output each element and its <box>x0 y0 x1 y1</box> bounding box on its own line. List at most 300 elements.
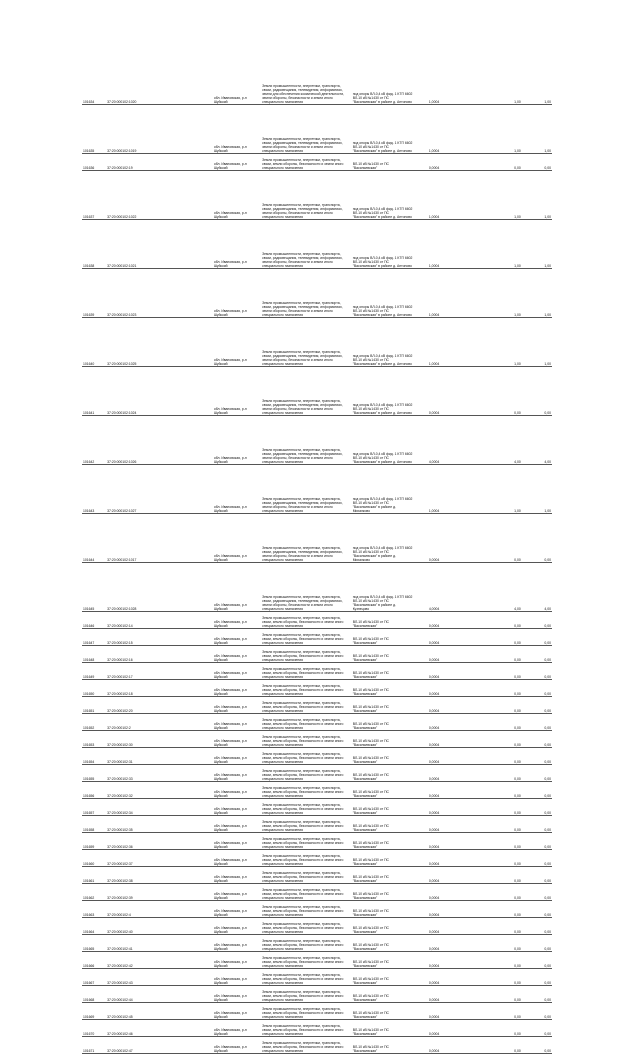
row-id-cell: 101645 <box>82 563 106 612</box>
value-two-cell: 0,00 <box>459 969 521 986</box>
purpose-cell: ВЛ-10 кВ №1430 от ПС "Васильевская" <box>352 629 414 646</box>
area-value-cell: 0,0004 <box>414 884 440 901</box>
unit-cell <box>440 697 459 714</box>
row-id-cell: 101658 <box>82 816 106 833</box>
table-row <box>82 563 552 612</box>
row-id-cell: 101634 <box>82 56 106 105</box>
area-value-cell: 0,0004 <box>414 952 440 969</box>
land-category-cell: Земли промышленности, энергетики, транспорта, связи, земли обороны, безопасности и земли иного специального назначения <box>261 816 352 833</box>
land-category-cell: Земли промышленности, энергетики, транспорта, связи, земли обороны, безопасности и земли иного специального назначения <box>261 935 352 952</box>
area-value-cell: 0,0004 <box>414 714 440 731</box>
location-cell: обл. Ивановская, р-н Шуйский <box>213 416 261 465</box>
location-cell: обл. Ивановская, р-н Шуйский <box>213 680 261 697</box>
cadastral-number-cell: 37:20:000102:1017 <box>106 514 213 563</box>
location-cell: обл. Ивановская, р-н Шуйский <box>213 850 261 867</box>
unit-cell <box>440 986 459 1003</box>
land-category-cell: Земли промышленности, энергетики, транспорта, связи, радиовещания, телевидения, информатики, земли для обеспечения космической деятельности, земли обороны, безопасности и земли иного специального назначения <box>261 56 352 105</box>
location-cell: обл. Ивановская, р-н Шуйский <box>213 969 261 986</box>
land-category-cell: Земли промышленности, энергетики, транспорта, связи, земли обороны, безопасности и земли иного специального назначения <box>261 969 352 986</box>
table-row <box>82 1003 552 1020</box>
purpose-cell: под опоры ВЛ-0,4 кВ фид. 1 КТП 6602 ВЛ-10 кВ №1430 от ПС "Васильевская" в районе д. Антоново <box>352 105 414 154</box>
land-category-cell: Земли промышленности, энергетики, транспорта, связи, радиовещания, телевидения, информатики, земли обороны, безопасности и земли иного специального назначения <box>261 105 352 154</box>
land-category-cell: Земли промышленности, энергетики, транспорта, связи, земли обороны, безопасности и земли иного специального назначения <box>261 833 352 850</box>
land-category-cell: Земли промышленности, энергетики, транспорта, связи, радиовещания, телевидения, информатики, земли обороны, безопасности и земли иного специального назначения <box>261 563 352 612</box>
purpose-cell: ВЛ-10 кВ №1430 от ПС "Васильевская" <box>352 714 414 731</box>
area-value-cell: 0,0004 <box>414 680 440 697</box>
unit-cell <box>440 514 459 563</box>
value-two-cell: 1,00 <box>459 318 521 367</box>
value-three-cell: 0,00 <box>522 816 552 833</box>
location-cell: обл. Ивановская, р-н Шуйский <box>213 465 261 514</box>
purpose-cell: ВЛ-10 кВ №1430 от ПС "Васильевская" <box>352 952 414 969</box>
unit-cell <box>440 765 459 782</box>
row-id-cell: 101635 <box>82 105 106 154</box>
unit-cell <box>440 1037 459 1054</box>
land-category-cell: Земли промышленности, энергетики, транспорта, связи, земли обороны, безопасности и земли иного специального назначения <box>261 697 352 714</box>
row-id-cell: 101647 <box>82 629 106 646</box>
land-category-cell: Земли промышленности, энергетики, транспорта, связи, земли обороны, безопасности и земли иного специального назначения <box>261 918 352 935</box>
value-two-cell: 1,00 <box>459 465 521 514</box>
table-row <box>82 799 552 816</box>
value-three-cell: 0,00 <box>522 1037 552 1054</box>
purpose-cell: ВЛ-10 кВ №1430 от ПС "Васильевская" <box>352 697 414 714</box>
row-id-cell: 101663 <box>82 901 106 918</box>
value-three-cell: 1,00 <box>522 220 552 269</box>
purpose-cell: ВЛ-10 кВ №1430 от ПС "Васильевская" <box>352 663 414 680</box>
value-two-cell: 0,00 <box>459 901 521 918</box>
unit-cell <box>440 663 459 680</box>
land-plot-table-body <box>82 56 552 1054</box>
unit-cell <box>440 935 459 952</box>
land-category-cell: Земли промышленности, энергетики, транспорта, связи, радиовещания, телевидения, информатики, земли обороны, безопасности и земли иного специального назначения <box>261 416 352 465</box>
cadastral-number-cell: 37:20:000102:16 <box>106 646 213 663</box>
table-row <box>82 697 552 714</box>
unit-cell <box>440 680 459 697</box>
location-cell: обл. Ивановская, р-н Шуйский <box>213 663 261 680</box>
purpose-cell: под опоры ВЛ-0,4 кВ фид. 1 КТП 6602 ВЛ-10 кВ №1430 от ПС "Васильевская" в районе д. Антоново <box>352 56 414 105</box>
unit-cell <box>440 465 459 514</box>
purpose-cell: ВЛ-10 кВ №1430 от ПС "Васильевская" <box>352 901 414 918</box>
cadastral-number-cell: 37:20:000102:19 <box>106 154 213 171</box>
purpose-cell: ВЛ-10 кВ №1430 от ПС "Васильевская" <box>352 612 414 629</box>
cadastral-number-cell: 37:20:000102:1028 <box>106 563 213 612</box>
value-two-cell: 1,00 <box>459 220 521 269</box>
cadastral-number-cell: 37:20:000102:41 <box>106 935 213 952</box>
land-category-cell: Земли промышленности, энергетики, транспорта, связи, земли обороны, безопасности и земли иного специального назначения <box>261 612 352 629</box>
location-cell: обл. Ивановская, р-н Шуйский <box>213 765 261 782</box>
row-id-cell: 101652 <box>82 714 106 731</box>
purpose-cell: ВЛ-10 кВ №1430 от ПС "Васильевская" <box>352 969 414 986</box>
value-three-cell: 0,00 <box>522 680 552 697</box>
cadastral-number-cell: 37:20:000102:18 <box>106 680 213 697</box>
purpose-cell: ВЛ-10 кВ №1430 от ПС "Васильевская" <box>352 1020 414 1037</box>
location-cell: обл. Ивановская, р-н Шуйский <box>213 901 261 918</box>
area-value-cell: 0,0004 <box>414 901 440 918</box>
row-id-cell: 101636 <box>82 154 106 171</box>
area-value-cell: 0,0004 <box>414 663 440 680</box>
purpose-cell: ВЛ-10 кВ №1430 от ПС "Васильевская" <box>352 782 414 799</box>
value-three-cell: 0,00 <box>522 514 552 563</box>
row-id-cell: 101669 <box>82 1003 106 1020</box>
table-row <box>82 765 552 782</box>
value-two-cell: 4,00 <box>459 563 521 612</box>
table-row <box>82 748 552 765</box>
cadastral-number-cell: 37:20:000102:1027 <box>106 465 213 514</box>
land-category-cell: Земли промышленности, энергетики, транспорта, связи, радиовещания, телевидения, информатики, земли обороны, безопасности и земли иного специального назначения <box>261 269 352 318</box>
unit-cell <box>440 867 459 884</box>
row-id-cell: 101646 <box>82 612 106 629</box>
cadastral-number-cell: 37:20:000102:40 <box>106 918 213 935</box>
cadastral-number-cell: 37:20:000102:30 <box>106 731 213 748</box>
value-two-cell: 0,00 <box>459 765 521 782</box>
cadastral-number-cell: 37:20:000102:1022 <box>106 171 213 220</box>
cadastral-number-cell: 37:20:000102:47 <box>106 1037 213 1054</box>
cadastral-number-cell: 37:20:000102:1020 <box>106 56 213 105</box>
location-cell: обл. Ивановская, р-н Шуйский <box>213 154 261 171</box>
table-row <box>82 416 552 465</box>
table-row <box>82 867 552 884</box>
row-id-cell: 101661 <box>82 867 106 884</box>
value-three-cell: 0,00 <box>522 765 552 782</box>
value-two-cell: 0,00 <box>459 697 521 714</box>
location-cell: обл. Ивановская, р-н Шуйский <box>213 867 261 884</box>
purpose-cell: под опоры ВЛ-0,4 кВ фид. 1 КТП 6602 ВЛ-10 кВ №1430 от ПС "Васильевская" в районе д. Антоново <box>352 171 414 220</box>
table-row <box>82 220 552 269</box>
land-category-cell: Земли промышленности, энергетики, транспорта, связи, земли обороны, безопасности и земли иного специального назначения <box>261 748 352 765</box>
land-category-cell: Земли промышленности, энергетики, транспорта, связи, земли обороны, безопасности и земли иного специального назначения <box>261 901 352 918</box>
table-row <box>82 105 552 154</box>
cadastral-number-cell: 37:20:000102:36 <box>106 833 213 850</box>
unit-cell <box>440 918 459 935</box>
land-category-cell: Земли промышленности, энергетики, транспорта, связи, земли обороны, безопасности и земли иного специального назначения <box>261 680 352 697</box>
value-three-cell: 0,00 <box>522 1003 552 1020</box>
area-value-cell: 1,0004 <box>414 105 440 154</box>
land-category-cell: Земли промышленности, энергетики, транспорта, связи, радиовещания, телевидения, информатики, земли обороны, безопасности и земли иного специального назначения <box>261 318 352 367</box>
value-three-cell: 1,00 <box>522 465 552 514</box>
value-three-cell: 4,00 <box>522 563 552 612</box>
register-sheet <box>82 56 552 1054</box>
area-value-cell: 0,0004 <box>414 867 440 884</box>
purpose-cell: ВЛ-10 кВ №1430 от ПС "Васильевская" <box>352 833 414 850</box>
unit-cell <box>440 563 459 612</box>
purpose-cell: ВЛ-10 кВ №1430 от ПС "Васильевская" <box>352 816 414 833</box>
unit-cell <box>440 154 459 171</box>
purpose-cell: ВЛ-10 кВ №1430 от ПС "Васильевская" <box>352 1003 414 1020</box>
purpose-cell: ВЛ-10 кВ №1430 от ПС "Васильевская" <box>352 646 414 663</box>
location-cell: обл. Ивановская, р-н Шуйский <box>213 935 261 952</box>
area-value-cell: 0,0004 <box>414 1020 440 1037</box>
value-three-cell: 0,00 <box>522 782 552 799</box>
cadastral-number-cell: 37:20:000102:44 <box>106 986 213 1003</box>
value-two-cell: 0,00 <box>459 1037 521 1054</box>
table-row <box>82 629 552 646</box>
area-value-cell: 1,0004 <box>414 269 440 318</box>
row-id-cell: 101655 <box>82 765 106 782</box>
purpose-cell: ВЛ-10 кВ №1430 от ПС "Васильевская" <box>352 986 414 1003</box>
value-three-cell: 4,00 <box>522 416 552 465</box>
location-cell: обл. Ивановская, р-н Шуйский <box>213 748 261 765</box>
table-row <box>82 1020 552 1037</box>
purpose-cell: ВЛ-10 кВ №1430 от ПС "Васильевская" <box>352 850 414 867</box>
location-cell: обл. Ивановская, р-н Шуйский <box>213 884 261 901</box>
table-row <box>82 612 552 629</box>
cadastral-number-cell: 37:20:000102:46 <box>106 1020 213 1037</box>
table-row <box>82 714 552 731</box>
row-id-cell: 101659 <box>82 833 106 850</box>
area-value-cell: 0,0004 <box>414 154 440 171</box>
area-value-cell: 4,0004 <box>414 416 440 465</box>
area-value-cell: 0,0004 <box>414 629 440 646</box>
value-three-cell: 1,00 <box>522 105 552 154</box>
value-two-cell: 0,00 <box>459 1020 521 1037</box>
cadastral-number-cell: 37:20:000102:39 <box>106 884 213 901</box>
area-value-cell: 0,0004 <box>414 748 440 765</box>
purpose-cell: ВЛ-10 кВ №1430 от ПС "Васильевская" <box>352 154 414 171</box>
location-cell: обл. Ивановская, р-н Шуйский <box>213 646 261 663</box>
area-value-cell: 0,0004 <box>414 731 440 748</box>
purpose-cell: ВЛ-10 кВ №1430 от ПС "Васильевская" <box>352 731 414 748</box>
value-two-cell: 0,00 <box>459 629 521 646</box>
unit-cell <box>440 731 459 748</box>
location-cell: обл. Ивановская, р-н Шуйский <box>213 318 261 367</box>
area-value-cell: 0,0004 <box>414 367 440 416</box>
value-three-cell: 1,00 <box>522 56 552 105</box>
value-three-cell: 0,00 <box>522 154 552 171</box>
row-id-cell: 101662 <box>82 884 106 901</box>
table-row <box>82 269 552 318</box>
table-row <box>82 663 552 680</box>
land-category-cell: Земли промышленности, энергетики, транспорта, связи, земли обороны, безопасности и земли иного специального назначения <box>261 663 352 680</box>
value-two-cell: 0,00 <box>459 714 521 731</box>
table-row <box>82 367 552 416</box>
row-id-cell: 101637 <box>82 171 106 220</box>
unit-cell <box>440 833 459 850</box>
location-cell: обл. Ивановская, р-н Шуйский <box>213 269 261 318</box>
table-row <box>82 731 552 748</box>
table-row <box>82 1037 552 1054</box>
land-category-cell: Земли промышленности, энергетики, транспорта, связи, земли обороны, безопасности и земли иного специального назначения <box>261 867 352 884</box>
purpose-cell: ВЛ-10 кВ №1430 от ПС "Васильевская" <box>352 1037 414 1054</box>
table-row <box>82 833 552 850</box>
land-category-cell: Земли промышленности, энергетики, транспорта, связи, радиовещания, телевидения, информатики, земли обороны, безопасности и земли иного специального назначения <box>261 367 352 416</box>
unit-cell <box>440 799 459 816</box>
value-two-cell: 0,00 <box>459 612 521 629</box>
location-cell: обл. Ивановская, р-н Шуйский <box>213 220 261 269</box>
location-cell: обл. Ивановская, р-н Шуйский <box>213 799 261 816</box>
purpose-cell: ВЛ-10 кВ №1430 от ПС "Васильевская" <box>352 748 414 765</box>
value-three-cell: 0,00 <box>522 935 552 952</box>
value-three-cell: 1,00 <box>522 318 552 367</box>
land-category-cell: Земли промышленности, энергетики, транспорта, связи, земли обороны, безопасности и земли иного специального назначения <box>261 782 352 799</box>
table-row <box>82 646 552 663</box>
area-value-cell: 0,0004 <box>414 850 440 867</box>
land-category-cell: Земли промышленности, энергетики, транспорта, связи, земли обороны, безопасности и земли иного специального назначения <box>261 1037 352 1054</box>
table-row <box>82 969 552 986</box>
area-value-cell: 4,0004 <box>414 563 440 612</box>
land-category-cell: Земли промышленности, энергетики, транспорта, связи, земли обороны, безопасности и земли иного специального назначения <box>261 765 352 782</box>
unit-cell <box>440 901 459 918</box>
unit-cell <box>440 816 459 833</box>
row-id-cell: 101668 <box>82 986 106 1003</box>
location-cell: обл. Ивановская, р-н Шуйский <box>213 952 261 969</box>
location-cell: обл. Ивановская, р-н Шуйский <box>213 612 261 629</box>
area-value-cell: 0,0004 <box>414 799 440 816</box>
purpose-cell: ВЛ-10 кВ №1430 от ПС "Васильевская" <box>352 765 414 782</box>
land-category-cell: Земли промышленности, энергетики, транспорта, связи, земли обороны, безопасности и земли иного специального назначения <box>261 646 352 663</box>
location-cell: обл. Ивановская, р-н Шуйский <box>213 1020 261 1037</box>
location-cell: обл. Ивановская, р-н Шуйский <box>213 918 261 935</box>
cadastral-number-cell: 37:20:000102:2 <box>106 714 213 731</box>
value-two-cell: 0,00 <box>459 680 521 697</box>
purpose-cell: ВЛ-10 кВ №1430 от ПС "Васильевская" <box>352 867 414 884</box>
value-three-cell: 0,00 <box>522 629 552 646</box>
table-row <box>82 154 552 171</box>
value-three-cell: 1,00 <box>522 171 552 220</box>
unit-cell <box>440 850 459 867</box>
area-value-cell: 1,0004 <box>414 465 440 514</box>
cadastral-number-cell: 37:20:000102:20 <box>106 697 213 714</box>
row-id-cell: 101639 <box>82 269 106 318</box>
unit-cell <box>440 1003 459 1020</box>
location-cell: обл. Ивановская, р-н Шуйский <box>213 171 261 220</box>
value-three-cell: 0,00 <box>522 799 552 816</box>
cadastral-number-cell: 37:20:000102:45 <box>106 1003 213 1020</box>
table-row <box>82 465 552 514</box>
row-id-cell: 101665 <box>82 935 106 952</box>
land-category-cell: Земли промышленности, энергетики, транспорта, связи, радиовещания, телевидения, информатики, земли обороны, безопасности и земли иного специального назначения <box>261 220 352 269</box>
land-plot-table <box>82 56 552 1054</box>
value-two-cell: 1,00 <box>459 269 521 318</box>
purpose-cell: ВЛ-10 кВ №1430 от ПС "Васильевская" <box>352 884 414 901</box>
location-cell: обл. Ивановская, р-н Шуйский <box>213 816 261 833</box>
area-value-cell: 0,0004 <box>414 612 440 629</box>
table-row <box>82 935 552 952</box>
land-category-cell: Земли промышленности, энергетики, транспорта, связи, радиовещания, телевидения, информатики, земли обороны, безопасности и земли иного специального назначения <box>261 171 352 220</box>
value-two-cell: 0,00 <box>459 816 521 833</box>
row-id-cell: 101657 <box>82 799 106 816</box>
value-two-cell: 0,00 <box>459 748 521 765</box>
cadastral-number-cell: 37:20:000102:35 <box>106 816 213 833</box>
value-two-cell: 0,00 <box>459 1003 521 1020</box>
value-two-cell: 0,00 <box>459 952 521 969</box>
location-cell: обл. Ивановская, р-н Шуйский <box>213 986 261 1003</box>
cadastral-number-cell: 37:20:000102:1023 <box>106 269 213 318</box>
land-category-cell: Земли промышленности, энергетики, транспорта, связи, земли обороны, безопасности и земли иного специального назначения <box>261 629 352 646</box>
row-id-cell: 101654 <box>82 748 106 765</box>
land-category-cell: Земли промышленности, энергетики, транспорта, связи, земли обороны, безопасности и земли иного специального назначения <box>261 850 352 867</box>
land-category-cell: Земли промышленности, энергетики, транспорта, связи, земли обороны, безопасности и земли иного специального назначения <box>261 731 352 748</box>
land-category-cell: Земли промышленности, энергетики, транспорта, связи, земли обороны, безопасности и земли иного специального назначения <box>261 1020 352 1037</box>
row-id-cell: 101649 <box>82 663 106 680</box>
purpose-cell: под опоры ВЛ-0,4 кВ фид. 1 КТП 6602 ВЛ-10 кВ №1430 от ПС "Васильевская" в районе д. Антоново <box>352 318 414 367</box>
purpose-cell: под опоры ВЛ-0,4 кВ фид. 1 КТП 6602 ВЛ-10 кВ №1430 от ПС "Васильевская" в районе д. Антоново <box>352 367 414 416</box>
land-category-cell: Земли промышленности, энергетики, транспорта, связи, земли обороны, безопасности и земли иного специального назначения <box>261 154 352 171</box>
value-two-cell: 0,00 <box>459 935 521 952</box>
land-category-cell: Земли промышленности, энергетики, транспорта, связи, земли обороны, безопасности и земли иного специального назначения <box>261 1003 352 1020</box>
area-value-cell: 0,0004 <box>414 816 440 833</box>
cadastral-number-cell: 37:20:000102:1026 <box>106 416 213 465</box>
cadastral-number-cell: 37:20:000102:15 <box>106 629 213 646</box>
cadastral-number-cell: 37:20:000102:17 <box>106 663 213 680</box>
value-three-cell: 0,00 <box>522 748 552 765</box>
table-row <box>82 56 552 105</box>
purpose-cell: под опоры ВЛ-0,4 кВ фид. 1 КТП 6602 ВЛ-10 кВ №1430 от ПС "Васильевская" в районе д. Антоново <box>352 269 414 318</box>
location-cell: обл. Ивановская, р-н Шуйский <box>213 56 261 105</box>
table-row <box>82 986 552 1003</box>
area-value-cell: 0,0004 <box>414 782 440 799</box>
area-value-cell: 0,0004 <box>414 918 440 935</box>
value-three-cell: 0,00 <box>522 969 552 986</box>
unit-cell <box>440 969 459 986</box>
location-cell: обл. Ивановская, р-н Шуйский <box>213 367 261 416</box>
table-row <box>82 171 552 220</box>
location-cell: обл. Ивановская, р-н Шуйский <box>213 833 261 850</box>
cadastral-number-cell: 37:20:000102:14 <box>106 612 213 629</box>
location-cell: обл. Ивановская, р-н Шуйский <box>213 629 261 646</box>
value-two-cell: 0,00 <box>459 833 521 850</box>
value-two-cell: 1,00 <box>459 56 521 105</box>
value-two-cell: 0,00 <box>459 367 521 416</box>
location-cell: обл. Ивановская, р-н Шуйский <box>213 514 261 563</box>
unit-cell <box>440 105 459 154</box>
unit-cell <box>440 782 459 799</box>
unit-cell <box>440 367 459 416</box>
purpose-cell: под опоры ВЛ-0,4 кВ фид. 1 КТП 6602 ВЛ-10 кВ №1430 от ПС "Васильевская" в районе д. Михалково <box>352 514 414 563</box>
cadastral-number-cell: 37:20:000102:37 <box>106 850 213 867</box>
table-row <box>82 782 552 799</box>
value-two-cell: 0,00 <box>459 646 521 663</box>
cadastral-number-cell: 37:20:000102:38 <box>106 867 213 884</box>
area-value-cell: 0,0004 <box>414 765 440 782</box>
purpose-cell: ВЛ-10 кВ №1430 от ПС "Васильевская" <box>352 680 414 697</box>
value-two-cell: 0,00 <box>459 867 521 884</box>
purpose-cell: ВЛ-10 кВ №1430 от ПС "Васильевская" <box>352 918 414 935</box>
purpose-cell: под опоры ВЛ-0,4 кВ фид. 1 КТП 6602 ВЛ-10 кВ №1430 от ПС "Васильевская" в районе д. Кузнецово <box>352 563 414 612</box>
value-three-cell: 0,00 <box>522 901 552 918</box>
location-cell: обл. Ивановская, р-н Шуйский <box>213 563 261 612</box>
row-id-cell: 101650 <box>82 680 106 697</box>
row-id-cell: 101653 <box>82 731 106 748</box>
unit-cell <box>440 714 459 731</box>
area-value-cell: 1,0004 <box>414 56 440 105</box>
row-id-cell: 101670 <box>82 1020 106 1037</box>
value-three-cell: 0,00 <box>522 1020 552 1037</box>
value-two-cell: 0,00 <box>459 850 521 867</box>
unit-cell <box>440 220 459 269</box>
cadastral-number-cell: 37:20:000102:4 <box>106 901 213 918</box>
unit-cell <box>440 952 459 969</box>
row-id-cell: 101648 <box>82 646 106 663</box>
area-value-cell: 0,0004 <box>414 969 440 986</box>
unit-cell <box>440 629 459 646</box>
unit-cell <box>440 612 459 629</box>
area-value-cell: 1,0004 <box>414 171 440 220</box>
area-value-cell: 0,0004 <box>414 1003 440 1020</box>
purpose-cell: под опоры ВЛ-0,4 кВ фид. 1 КТП 6602 ВЛ-10 кВ №1430 от ПС "Васильевская" в районе д. Антоново <box>352 220 414 269</box>
purpose-cell: ВЛ-10 кВ №1430 от ПС "Васильевская" <box>352 935 414 952</box>
area-value-cell: 0,0004 <box>414 646 440 663</box>
row-id-cell: 101660 <box>82 850 106 867</box>
purpose-cell: под опоры ВЛ-0,4 кВ фид. 1 КТП 6602 ВЛ-10 кВ №1430 от ПС "Васильевская" в районе д. Антоново <box>352 416 414 465</box>
row-id-cell: 101664 <box>82 918 106 935</box>
row-id-cell: 101641 <box>82 367 106 416</box>
value-two-cell: 0,00 <box>459 799 521 816</box>
location-cell: обл. Ивановская, р-н Шуйский <box>213 697 261 714</box>
area-value-cell: 0,0004 <box>414 1037 440 1054</box>
value-two-cell: 0,00 <box>459 986 521 1003</box>
area-value-cell: 0,0004 <box>414 514 440 563</box>
table-row <box>82 884 552 901</box>
